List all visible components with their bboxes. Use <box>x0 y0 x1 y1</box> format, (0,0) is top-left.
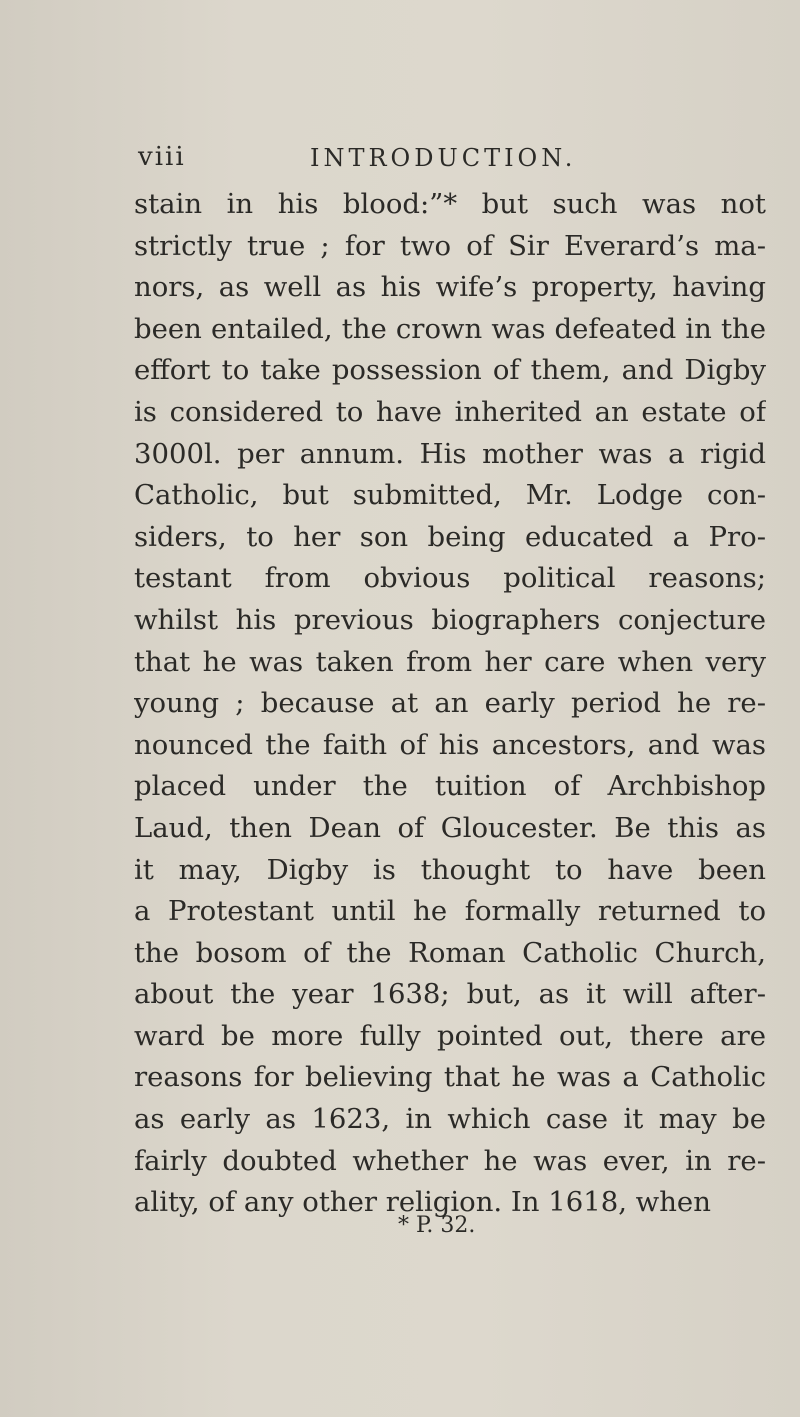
text-line: it may, Digby is thought to have been <box>134 853 766 886</box>
text-line: young ; because at an early period he re- <box>134 687 766 720</box>
text-line: siders, to her son being educated a Pro- <box>134 520 766 553</box>
text-line: ality, of any other religion. In 1618, when <box>134 1186 711 1219</box>
text-line: strictly true ; for two of Sir Everard’s ma- <box>134 229 766 262</box>
text-line: effort to take possession of them, and Digby <box>134 354 766 387</box>
body-text <box>134 184 766 1224</box>
text-line: nors, as well as his wife’s property, having <box>134 271 766 304</box>
page-number: viii <box>138 142 186 172</box>
text-line: nounced the faith of his ancestors, and was <box>134 728 766 761</box>
text-line: been entailed, the crown was defeated in the <box>134 312 766 345</box>
text-line: whilst his previous biographers conjecture <box>134 603 766 636</box>
page-header <box>0 142 800 182</box>
text-line: the bosom of the Roman Catholic Church, <box>134 936 766 969</box>
running-title: INTRODUCTION. <box>310 144 577 172</box>
text-line: ward be more fully pointed out, there are <box>134 1019 766 1052</box>
text-line: fairly doubted whether he was ever, in re- <box>134 1144 766 1177</box>
text-line: a Protestant until he formally returned to <box>134 895 766 928</box>
text-line: Catholic, but submitted, Mr. Lodge con- <box>134 479 766 512</box>
text-line: 3000l. per annum. His mother was a rigid <box>134 437 766 470</box>
text-line: Laud, then Dean of Gloucester. Be this as <box>134 811 766 844</box>
footnote: * P. 32. <box>398 1213 476 1238</box>
text-line: testant from obvious political reasons; <box>134 562 766 595</box>
text-line: is considered to have inherited an estate of <box>134 395 766 428</box>
text-line: reasons for believing that he was a Catholic <box>134 1061 766 1094</box>
text-line: that he was taken from her care when very <box>134 645 766 678</box>
text-line: placed under the tuition of Archbishop <box>134 770 766 803</box>
text-line: as early as 1623, in which case it may be <box>134 1103 766 1136</box>
text-line: stain in his blood:”* but such was not <box>134 188 766 220</box>
text-line: about the year 1638; but, as it will after- <box>134 978 766 1011</box>
